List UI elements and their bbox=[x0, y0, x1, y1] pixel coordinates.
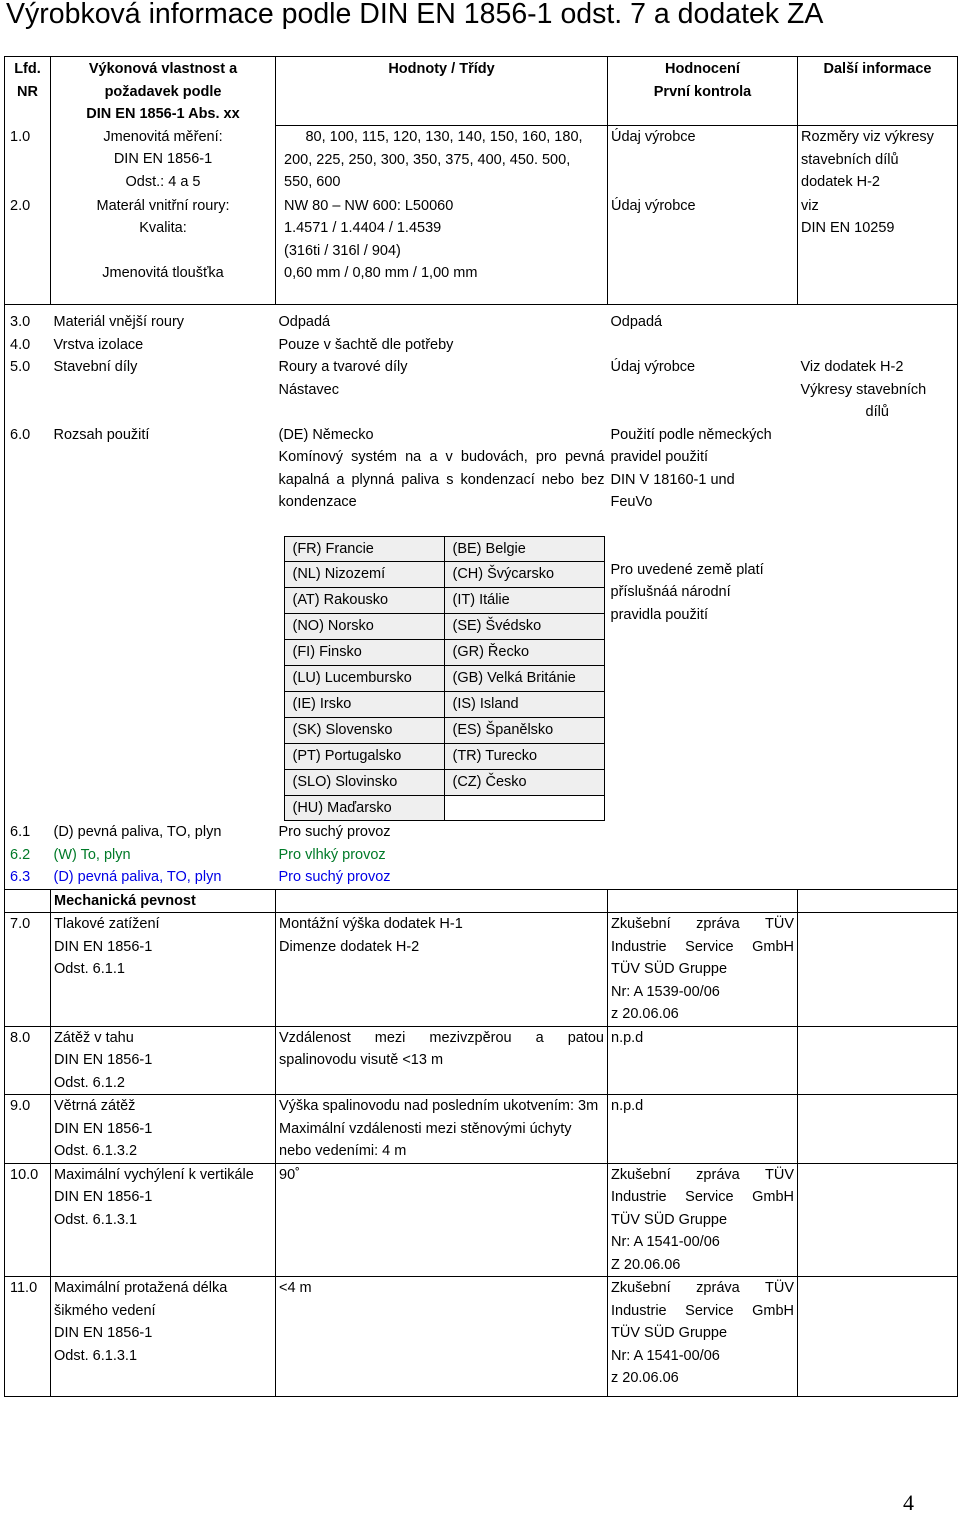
values-cell: Pro suchý provoz bbox=[276, 866, 608, 889]
country-cell: (NO) Norsko bbox=[284, 614, 444, 640]
header-property: Výkonová vlastnost a požadavek podle DIN EN 1856-1 Abs. xx bbox=[51, 57, 276, 126]
header-nr: Lfd. NR bbox=[5, 57, 51, 126]
values-cell: Roury a tvarové díly Nástavec bbox=[278, 359, 408, 398]
header-values: Hodnoty / Třídy bbox=[276, 57, 608, 126]
table-row bbox=[5, 1026, 958, 1095]
country-cell: (SLO) Slovinsko bbox=[284, 769, 444, 795]
row-number bbox=[5, 889, 51, 913]
row-number: 10.0 bbox=[5, 1163, 51, 1277]
country-row bbox=[284, 588, 604, 614]
row-number: 9.0 bbox=[5, 1095, 51, 1164]
values-cell: NW 80 – NW 600: L50060 1.4571 / 1.4404 / 1.4539 (316ti / 316l / 904) 0,60 mm / 0,80 mm / 1,00 mm bbox=[276, 195, 608, 305]
info-cell bbox=[798, 1026, 958, 1095]
property-cell: Stavební díly bbox=[53, 359, 138, 375]
property-cell: (W) To, plyn bbox=[53, 846, 131, 863]
info-cell bbox=[798, 821, 958, 844]
header-rating: Hodnocení První kontrola bbox=[608, 57, 798, 126]
property-cell: Maximální protažená délka šikmého vedení DIN EN 1856-1 Odst. 6.1.3.1 bbox=[51, 1277, 276, 1397]
country-row bbox=[284, 562, 604, 588]
country-cell: (BE) Belgie bbox=[444, 536, 604, 562]
property-cell: Vrstva izolace bbox=[53, 336, 144, 353]
country-cell: (ES) Španělsko bbox=[444, 717, 604, 743]
rating-cell: Údaj výrobce bbox=[608, 126, 798, 195]
country-row bbox=[284, 666, 604, 692]
property-cell: Materál vnitřní roury: Kvalita: Jmenovitá tloušťka bbox=[51, 195, 276, 305]
info-cell bbox=[798, 889, 958, 913]
page-number: 4 bbox=[903, 1490, 914, 1515]
rating-cell: Zkušební zpráva TÜV Industrie Service GmbH TÜV SÜD Gruppe Nr: A 1539-00/06 z 20.06.06 bbox=[608, 913, 798, 1027]
country-cell: (GR) Řecko bbox=[444, 640, 604, 666]
row-number: 11.0 bbox=[5, 1277, 51, 1397]
country-cell: (IT) Itálie bbox=[444, 588, 604, 614]
property-cell: Zátěž v tahu DIN EN 1856-1 Odst. 6.1.2 bbox=[51, 1026, 276, 1095]
property-cell: (D) pevná paliva, TO, plyn bbox=[51, 866, 276, 889]
values-cell: 80, 100, 115, 120, 130, 140, 150, 160, 180, 200, 225, 250, 300, 350, 375, 400, 450. 500, 550, 600 bbox=[276, 126, 608, 195]
row-number: 5.0 bbox=[5, 356, 51, 424]
country-row bbox=[284, 795, 604, 821]
info-cell bbox=[798, 1095, 958, 1164]
info-cell bbox=[798, 1163, 958, 1277]
table-row bbox=[5, 1277, 958, 1397]
values-cell: Výška spalinovodu nad posledním ukotvením: 3m Maximální vzdálenosti mezi stěnovými úchyty nebo vedeními: 4 m bbox=[276, 1095, 608, 1164]
country-row bbox=[284, 717, 604, 743]
country-table bbox=[284, 536, 605, 822]
country-row bbox=[284, 640, 604, 666]
values-cell: 90˚ bbox=[276, 1163, 608, 1277]
info-cell bbox=[798, 424, 958, 822]
table-row bbox=[5, 821, 958, 844]
rating-cell bbox=[608, 334, 798, 357]
table-row bbox=[5, 844, 958, 867]
rating-cell: n.p.d bbox=[608, 1095, 798, 1164]
row-number: 6.0 bbox=[5, 424, 51, 822]
table-row bbox=[5, 866, 958, 889]
values-cell: (DE) Německo Komínový systém na a v budovách, pro pevná kapalná a plynná paliva s kondenzací nebo bez kondenzace (FR) Francie (BE) Belgie (NL) Nizozemí (CH) Švýcarsko (AT) Rakousko (IT) Itálie (NO) Norsko (SE) Švédsko (FI) Finsko (GR) Řecko (LU) Lucembursko (GB) Velká Británie (IE) Irsko (IS) Island (SK) Slovensko (ES) Španělsko (PT) Portugalsko (TR) Turecko (SLO) Slovinsko (CZ) Česko (HU) Maďarsko bbox=[276, 424, 608, 822]
rating-cell bbox=[608, 821, 798, 844]
property-cell: Maximální vychýlení k vertikále DIN EN 1856-1 Odst. 6.1.3.1 bbox=[51, 1163, 276, 1277]
rating-cell bbox=[608, 844, 798, 867]
country-cell: (AT) Rakousko bbox=[284, 588, 444, 614]
page-title: Výrobková informace podle DIN EN 1856-1 odst. 7 a dodatek ZA bbox=[6, 0, 824, 30]
table-row bbox=[5, 913, 958, 1027]
table-row bbox=[5, 126, 958, 195]
row-number: 1.0 bbox=[5, 126, 51, 195]
header-info: Další informace bbox=[798, 57, 958, 126]
info-cell bbox=[798, 866, 958, 889]
values-cell: Odpadá bbox=[276, 305, 608, 334]
country-row bbox=[284, 743, 604, 769]
property-cell: Rozsah použití bbox=[53, 426, 150, 443]
row-number: 2.0 bbox=[5, 195, 51, 305]
values-cell: Pro suchý provoz bbox=[278, 824, 391, 841]
country-cell: (LU) Lucembursko bbox=[284, 666, 444, 692]
values-cell: Vzdálenost mezi mezivzpěrou a patou spalinovodu visutě <13 m bbox=[276, 1026, 608, 1095]
table-row bbox=[5, 195, 958, 305]
country-cell: (NL) Nizozemí bbox=[284, 562, 444, 588]
rating-cell: Údaj výrobce bbox=[610, 359, 696, 375]
rating-cell: Zkušební zpráva TÜV Industrie Service GmbH TÜV SÜD Gruppe Nr: A 1541-00/06 z 20.06.06 bbox=[608, 1277, 798, 1397]
country-cell bbox=[444, 795, 604, 821]
row-number: 4.0 bbox=[5, 334, 51, 357]
country-cell: (IS) Island bbox=[444, 691, 604, 717]
info-cell: Rozměry viz výkresy stavebních dílů dodatek H-2 bbox=[798, 126, 958, 195]
rating-cell: n.p.d bbox=[608, 1026, 798, 1095]
table-row bbox=[5, 305, 958, 334]
product-info-table bbox=[4, 56, 958, 1397]
values-cell: <4 m bbox=[276, 1277, 608, 1397]
country-cell: (CH) Švýcarsko bbox=[444, 562, 604, 588]
rating-cell: Odpadá bbox=[608, 305, 798, 334]
country-row bbox=[284, 614, 604, 640]
row-number: 8.0 bbox=[5, 1026, 51, 1095]
section-title: Mechanická pevnost bbox=[51, 889, 276, 913]
country-row bbox=[284, 691, 604, 717]
rating-cell: Údaj výrobce bbox=[608, 195, 798, 305]
info-cell: viz DIN EN 10259 bbox=[798, 195, 958, 305]
rating-cell: Zkušební zpráva TÜV Industrie Service GmbH TÜV SÜD Gruppe Nr: A 1541-00/06 Z 20.06.06 bbox=[608, 1163, 798, 1277]
info-cell: Viz dodatek H-2 Výkresy stavebních dílů bbox=[798, 356, 958, 424]
country-cell: (PT) Portugalsko bbox=[284, 743, 444, 769]
section-header-row bbox=[5, 889, 958, 913]
table-row bbox=[5, 1095, 958, 1164]
property-cell: Větrná zátěž DIN EN 1856-1 Odst. 6.1.3.2 bbox=[51, 1095, 276, 1164]
property-cell: (D) pevná paliva, TO, plyn bbox=[53, 824, 222, 841]
table-row bbox=[5, 1163, 958, 1277]
country-cell: (TR) Turecko bbox=[444, 743, 604, 769]
values-cell: Pouze v šachtě dle potřeby bbox=[278, 336, 454, 353]
country-row bbox=[284, 536, 604, 562]
country-cell: (IE) Irsko bbox=[284, 691, 444, 717]
rating-cell bbox=[608, 866, 798, 889]
values-cell: Pro vlhký provoz bbox=[278, 846, 386, 863]
property-cell: Materiál vnější roury bbox=[51, 305, 276, 334]
country-cell: (SE) Švédsko bbox=[444, 614, 604, 640]
info-cell bbox=[798, 334, 958, 357]
country-cell: (HU) Maďarsko bbox=[284, 795, 444, 821]
country-cell: (CZ) Česko bbox=[444, 769, 604, 795]
values-cell bbox=[276, 889, 608, 913]
info-cell bbox=[798, 844, 958, 867]
country-cell: (SK) Slovensko bbox=[284, 717, 444, 743]
row-number: 7.0 bbox=[5, 913, 51, 1027]
info-cell bbox=[798, 305, 958, 334]
country-cell: (FI) Finsko bbox=[284, 640, 444, 666]
property-cell: Jmenovitá měření: DIN EN 1856-1 Odst.: 4 a 5 bbox=[51, 126, 276, 195]
row-number: 6.3 bbox=[5, 866, 51, 889]
country-cell: (FR) Francie bbox=[284, 536, 444, 562]
rating-cell bbox=[608, 889, 798, 913]
country-row bbox=[284, 769, 604, 795]
values-cell: Montážní výška dodatek H-1 Dimenze dodatek H-2 bbox=[276, 913, 608, 1027]
table-row bbox=[5, 356, 958, 424]
row-number: 6.2 bbox=[5, 844, 51, 867]
country-cell: (GB) Velká Británie bbox=[444, 666, 604, 692]
table-header-row bbox=[5, 57, 958, 126]
info-cell bbox=[798, 1277, 958, 1397]
table-row bbox=[5, 334, 958, 357]
row-number: 6.1 bbox=[5, 821, 51, 844]
rating-cell: Použití podle německých pravidel použití DIN V 18160-1 und FeuVo Pro uvedené země platí příslušnáá národní pravidla použití bbox=[610, 426, 772, 623]
info-cell bbox=[798, 913, 958, 1027]
row-number: 3.0 bbox=[5, 305, 51, 334]
property-cell: Tlakové zatížení DIN EN 1856-1 Odst. 6.1.1 bbox=[51, 913, 276, 1027]
table-row bbox=[5, 424, 958, 822]
